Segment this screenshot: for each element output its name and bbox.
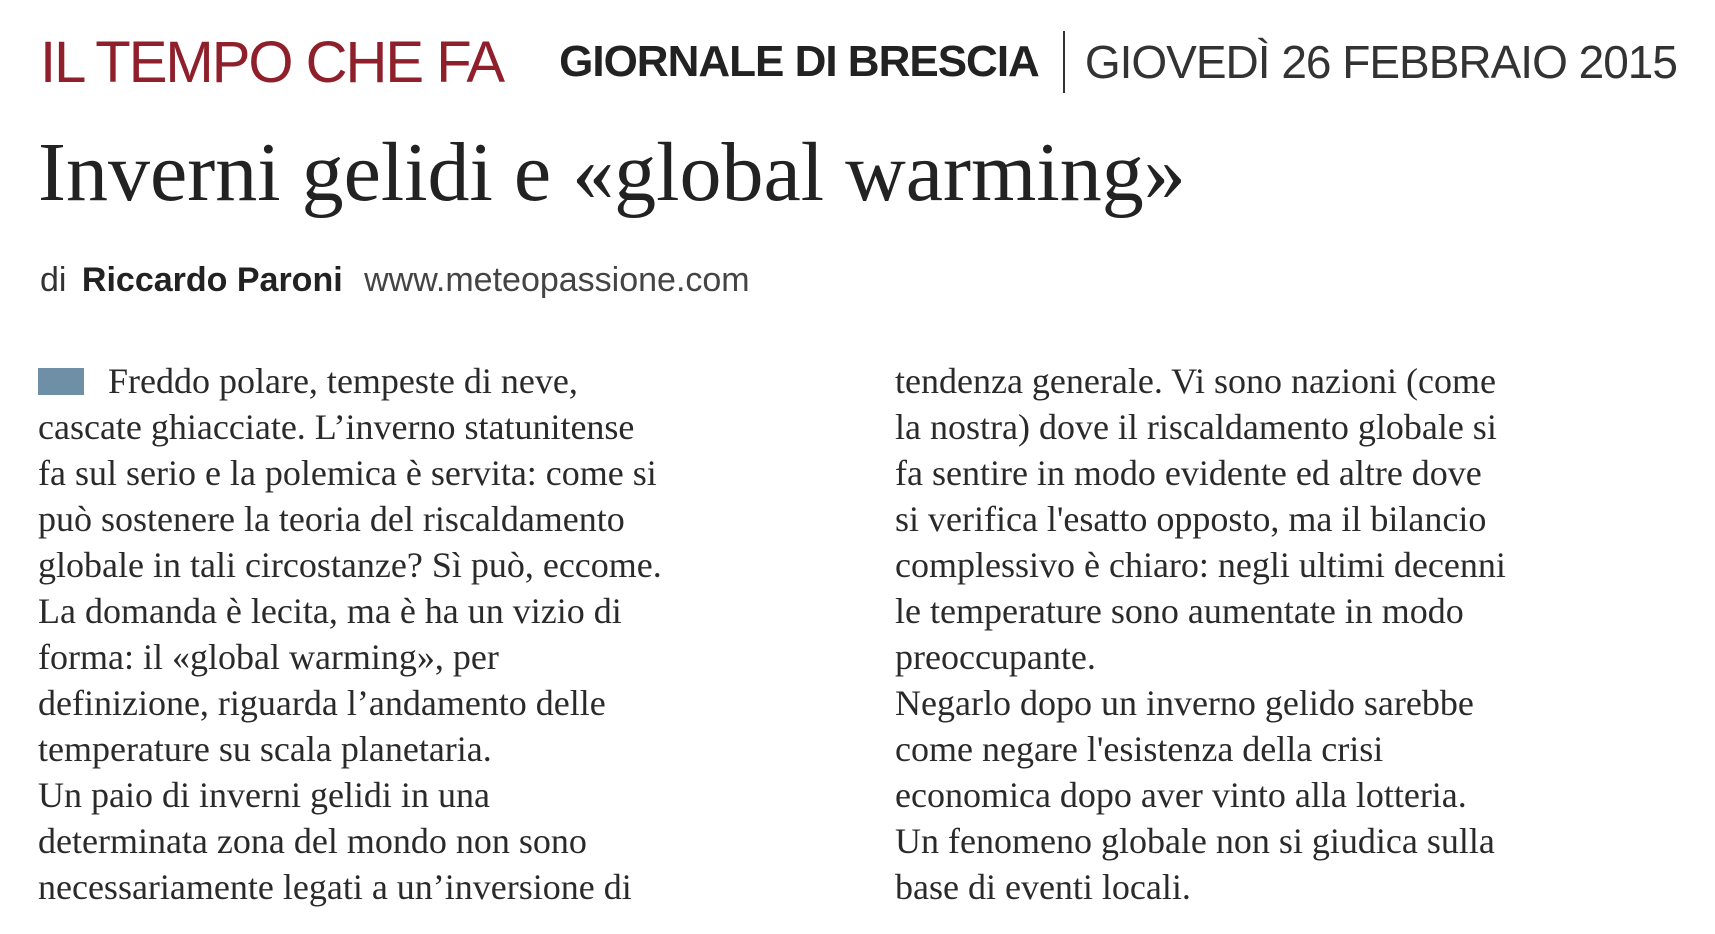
author-website: www.meteopassione.com [364,261,750,299]
article-line: fa sentire in modo evidente ed altre dove [895,453,1482,493]
article-line: complessivo è chiaro: negli ultimi decenni [895,545,1506,585]
article-line: temperature su scala planetaria. [38,729,492,769]
publication-date: GIOVEDÌ 26 FEBBRAIO 2015 [1084,36,1677,88]
article-line: si verifica l'esatto opposto, ma il bilancio [895,499,1487,539]
byline-prefix: di [40,261,67,299]
article-line [38,358,818,404]
newspaper-name: GIORNALE DI BRESCIA [559,37,1039,86]
article-line: come negare l'esistenza della crisi [895,729,1384,769]
byline [40,256,750,304]
article-line: fa sul serio e la polemica è servita: come si [38,453,657,493]
author-name: Riccardo Paroni [81,261,343,299]
article-line: base di eventi locali. [895,867,1191,907]
article-line: cascate ghiacciate. L’inverno statunitense [38,407,635,447]
article-column-right [895,358,1695,910]
header-divider [1063,31,1065,93]
article-line: le temperature sono aumentate in modo [895,591,1464,631]
article-line: Un paio di inverni gelidi in una [38,775,490,815]
article-line: Negarlo dopo un inverno gelido sarebbe [895,683,1474,723]
article-column-left [38,358,818,910]
article-line: forma: il «global warming», per [38,637,499,677]
article-line: preoccupante. [895,637,1096,677]
article-line: globale in tali circostanze? Sì può, eccome. [38,545,662,585]
section-name: IL TEMPO CHE FA [40,29,504,95]
page-header [40,22,1700,102]
article-line: economica dopo aver vinto alla lotteria. [895,775,1467,815]
article-line: necessariamente legati a un’inversione di [38,867,632,907]
article-line: può sostenere la teoria del riscaldamento [38,499,625,539]
article-line: La domanda è lecita, ma è ha un vizio di [38,591,622,631]
article-line: Un fenomeno globale non si giudica sulla [895,821,1495,861]
article-line: definizione, riguarda l’andamento delle [38,683,606,723]
paragraph-marker [38,368,84,395]
headline: Inverni gelidi e «global warming» [38,126,1186,219]
article-line-text: Freddo polare, tempeste di neve, [108,361,578,401]
article-line: tendenza generale. Vi sono nazioni (come [895,361,1496,401]
article-line: determinata zona del mondo non sono [38,821,587,861]
article-line: la nostra) dove il riscaldamento globale si [895,407,1497,447]
